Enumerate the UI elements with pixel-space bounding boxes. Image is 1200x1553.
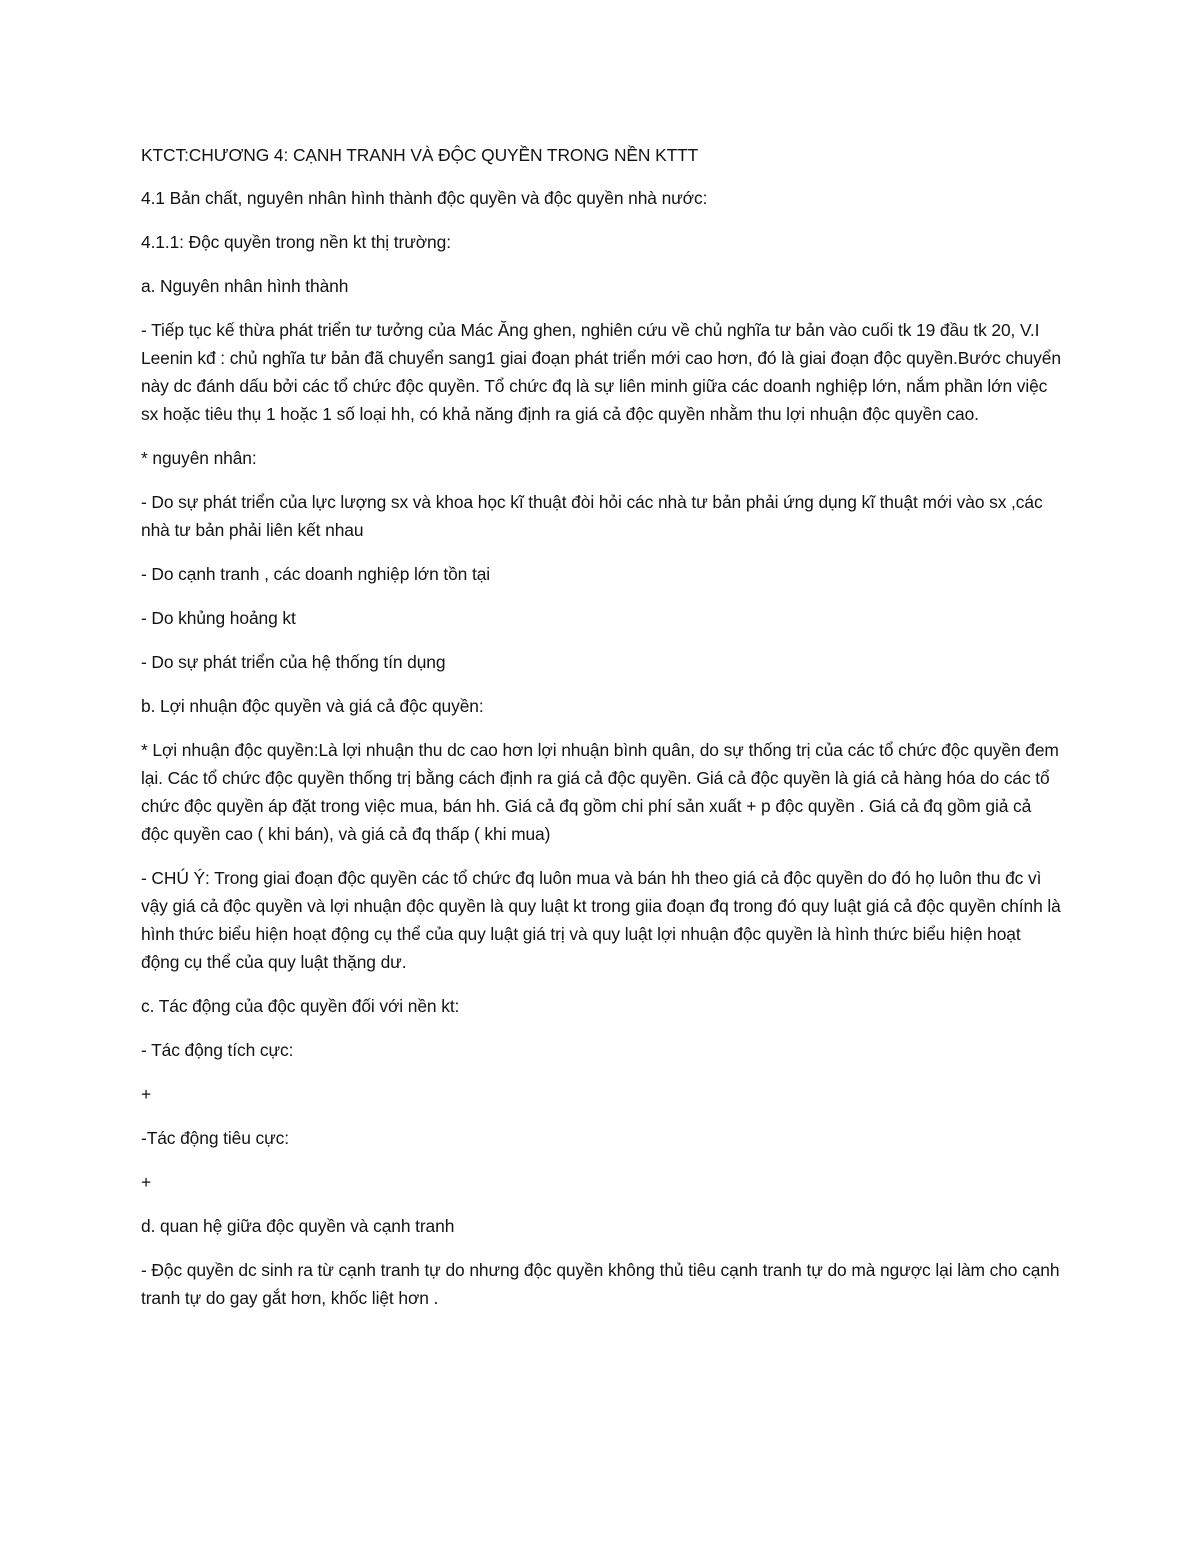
body-paragraph: - Tiếp tục kế thừa phát triển tư tưởng của Mác Ăng ghen, nghiên cứu về chủ nghĩa tư bản vào cuối tk 19 đầu tk 20, V.I Leenin kđ : chủ nghĩa tư bản đã chuyển sang1 giai đoạn phát triển mới cao hơn, đó là giai đoạn độc quyền.Bước chuyển này dc đánh dấu bởi các tổ chức độc quyền. Tổ chức đq là sự liên minh giữa các doanh nghiệp lớn, nắm phần lớn việc sx hoặc tiêu thụ 1 hoặc 1 số loại hh, có khả năng định ra giá cả độc quyền nhằm thu lợi nhuận độc quyền cao.: [141, 320, 1061, 424]
item-heading: c. Tác động của độc quyền đối với nền kt:: [141, 996, 460, 1016]
body-paragraph: - CHÚ Ý: Trong giai đoạn độc quyền các tổ chức đq luôn mua và bán hh theo giá cả độc quyền do đó họ luôn thu đc vì vậy giá cả độc quyền và lợi nhuận độc quyền là quy luật kt trong giia đoạn đq trong đó quy luật giá cả độc quyền chính là hình thức biểu hiện hoạt động cụ thể của quy luật giá trị và quy luật lợi nhuận độc quyền là hình thức biểu hiện hoạt động cụ thể của quy luật thặng dư.: [141, 868, 1061, 972]
subsection-heading: 4.1.1: Độc quyền trong nền kt thị trường:: [141, 232, 451, 252]
bullet-paragraph: - Do sự phát triển của hệ thống tín dụng: [141, 652, 446, 672]
bullet-paragraph: - Tác động tích cực:: [141, 1040, 294, 1060]
body-paragraph: * Lợi nhuận độc quyền:Là lợi nhuận thu dc cao hơn lợi nhuận bình quân, do sự thống trị của các tổ chức độc quyền đem lại. Các tổ chức độc quyền thống trị bằng cách định ra giá cả độc quyền. Giá cả độc quyền là giá cả hàng hóa do các tổ chức độc quyền áp đặt trong việc mua, bán hh. Giá cả đq gồm chi phí sản xuất + p độc quyền . Giá cả đq gồm giả cả độc quyền cao ( khi bán), và giá cả đq thấp ( khi mua): [141, 740, 1059, 844]
bullet-paragraph: - Do sự phát triển của lực lượng sx và khoa học kĩ thuật đòi hỏi các nhà tư bản phải ứng dụng kĩ thuật mới vào sx ,các nhà tư bản phải liên kết nhau: [141, 492, 1043, 540]
bullet-paragraph: - Do khủng hoảng kt: [141, 608, 296, 628]
item-heading: b. Lợi nhuận độc quyền và giá cả độc quyền:: [141, 696, 484, 716]
item-heading: d. quan hệ giữa độc quyền và cạnh tranh: [141, 1216, 455, 1236]
bullet-paragraph: +: [141, 1172, 152, 1192]
item-heading: * nguyên nhân:: [141, 448, 257, 468]
bullet-paragraph: - Do cạnh tranh , các doanh nghiệp lớn tồn tại: [141, 564, 491, 584]
document-body: [141, 141, 1061, 1328]
bullet-paragraph: -Tác động tiêu cực:: [141, 1128, 289, 1148]
body-paragraph: - Độc quyền dc sinh ra từ cạnh tranh tự do nhưng độc quyền không thủ tiêu cạnh tranh tự do mà ngược lại làm cho cạnh tranh tự do gay gắt hơn, khốc liệt hơn .: [141, 1260, 1060, 1308]
section-heading: 4.1 Bản chất, nguyên nhân hình thành độc quyền và độc quyền nhà nước:: [141, 188, 708, 208]
document-title: KTCT:CHƯƠNG 4: CẠNH TRANH VÀ ĐỘC QUYỀN TRONG NỀN KTTT: [141, 145, 699, 165]
bullet-paragraph: +: [141, 1084, 152, 1104]
item-heading: a. Nguyên nhân hình thành: [141, 276, 349, 296]
